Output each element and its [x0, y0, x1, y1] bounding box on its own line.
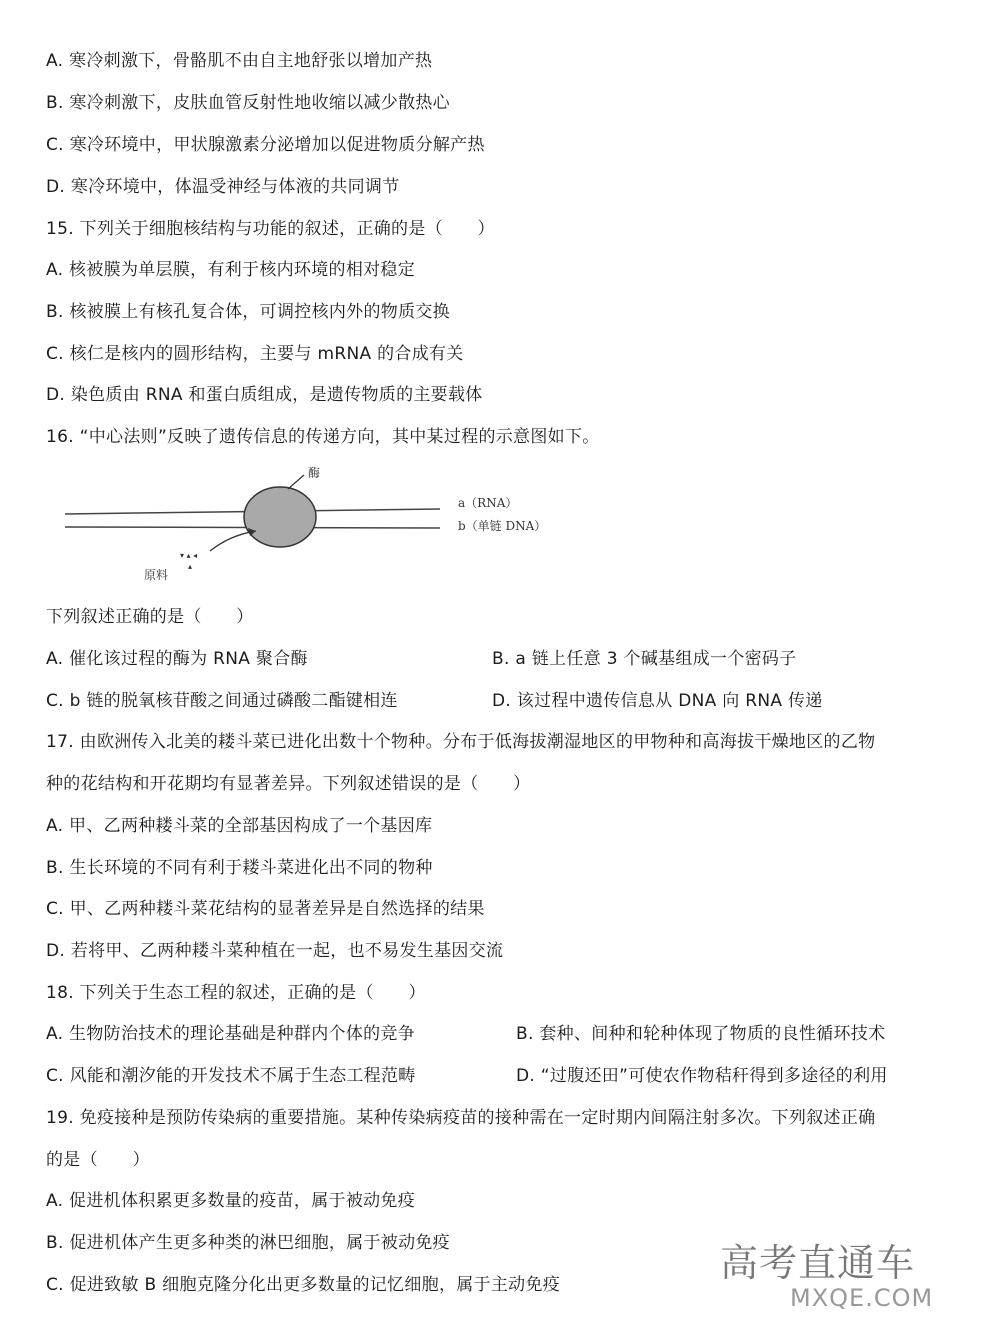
- q19-option-c: C. 促进致敏 B 细胞克隆分化出更多数量的记忆细胞，属于主动免疫: [46, 1275, 561, 1295]
- q16-option-b: B. a 链上任意 3 个碱基组成一个密码子: [492, 649, 797, 669]
- q17-option-d: D. 若将甲、乙两种耧斗菜种植在一起，也不易发生基因交流: [46, 941, 504, 961]
- enzyme-shape: [244, 487, 316, 547]
- q14-option-b: B. 寒冷刺激下，皮肤血管反射性地收缩以减少散热心: [46, 93, 450, 113]
- q17-stem-line2: 种的花结构和开花期均有显著差异。下列叙述错误的是（ ）: [46, 774, 531, 794]
- q15-option-d: D. 染色质由 RNA 和蛋白质组成，是遗传物质的主要载体: [46, 385, 483, 405]
- q18-option-b: B. 套种、间种和轮种体现了物质的良性循环技术: [516, 1024, 886, 1044]
- q18-option-c: C. 风能和潮汐能的开发技术不属于生态工程范畴: [46, 1066, 416, 1086]
- strand-b-label: b（单链 DNA）: [458, 519, 547, 533]
- q16-question: 下列叙述正确的是（ ）: [46, 607, 254, 627]
- q17-option-b: B. 生长环境的不同有利于耧斗菜进化出不同的物种: [46, 858, 433, 878]
- enzyme-pointer: [288, 475, 304, 489]
- q17-stem-line1: 17. 由欧洲传入北美的耧斗菜已进化出数十个物种。分布于低海拔潮湿地区的甲物种和高海拔干燥地区的乙物: [46, 732, 876, 752]
- q16-stem: 16. “中心法则”反映了遗传信息的传递方向，其中某过程的示意图如下。: [46, 427, 600, 447]
- watermark-title: 高考直通车: [720, 1241, 916, 1285]
- q19-option-a: A. 促进机体积累更多数量的疫苗，属于被动免疫: [46, 1191, 416, 1211]
- q16-option-a: A. 催化该过程的酶为 RNA 聚合酶: [46, 649, 308, 669]
- q15-option-a: A. 核被膜为单层膜，有利于核内环境的相对稳定: [46, 260, 416, 280]
- watermark-url: MXQE.COM: [790, 1284, 934, 1312]
- material-arrow: [210, 531, 256, 551]
- q14-option-c: C. 寒冷环境中，甲状腺激素分泌增加以促进物质分解产热: [46, 135, 485, 155]
- nucleotide-symbols: ▾ ▴ ◂: [180, 551, 198, 560]
- q19-stem-line1: 19. 免疫接种是预防传染病的重要措施。某种传染病疫苗的接种需在一定时期内间隔注射多次。下列叙述正确: [46, 1108, 876, 1128]
- q15-stem: 15. 下列关于细胞核结构与功能的叙述，正确的是（ ）: [46, 219, 495, 239]
- watermark: [720, 1232, 970, 1322]
- q16-option-c: C. b 链的脱氧核苷酸之间通过磷酸二酯键相连: [46, 691, 398, 711]
- q16-option-d: D. 该过程中遗传信息从 DNA 向 RNA 传递: [492, 691, 823, 711]
- q18-stem: 18. 下列关于生态工程的叙述，正确的是（ ）: [46, 983, 426, 1003]
- strand-a-label: a（RNA）: [458, 496, 518, 510]
- q18-option-a: A. 生物防治技术的理论基础是种群内个体的竞争: [46, 1024, 416, 1044]
- q15-option-b: B. 核被膜上有核孔复合体，可调控核内外的物质交换: [46, 302, 450, 322]
- q17-option-c: C. 甲、乙两种耧斗菜花结构的显著差异是自然选择的结果: [46, 899, 485, 919]
- enzyme-label: 酶: [308, 466, 321, 480]
- q17-option-a: A. 甲、乙两种耧斗菜的全部基因构成了一个基因库: [46, 816, 433, 836]
- transcription-diagram: [60, 465, 600, 585]
- q15-option-c: C. 核仁是核内的圆形结构，主要与 mRNA 的合成有关: [46, 344, 464, 364]
- q19-option-b: B. 促进机体产生更多种类的淋巴细胞，属于被动免疫: [46, 1233, 450, 1253]
- q18-option-d: D. “过腹还田”可使农作物秸秆得到多途径的利用: [516, 1066, 888, 1086]
- material-label: 原料: [144, 568, 169, 582]
- q19-stem-line2: 的是（ ）: [46, 1150, 150, 1170]
- q14-option-d: D. 寒冷环境中，体温受神经与体液的共同调节: [46, 177, 400, 197]
- q14-option-a: A. 寒冷刺激下，骨骼肌不由自主地舒张以增加产热: [46, 51, 433, 71]
- nucleotide-symbols-2: ▴: [188, 562, 193, 571]
